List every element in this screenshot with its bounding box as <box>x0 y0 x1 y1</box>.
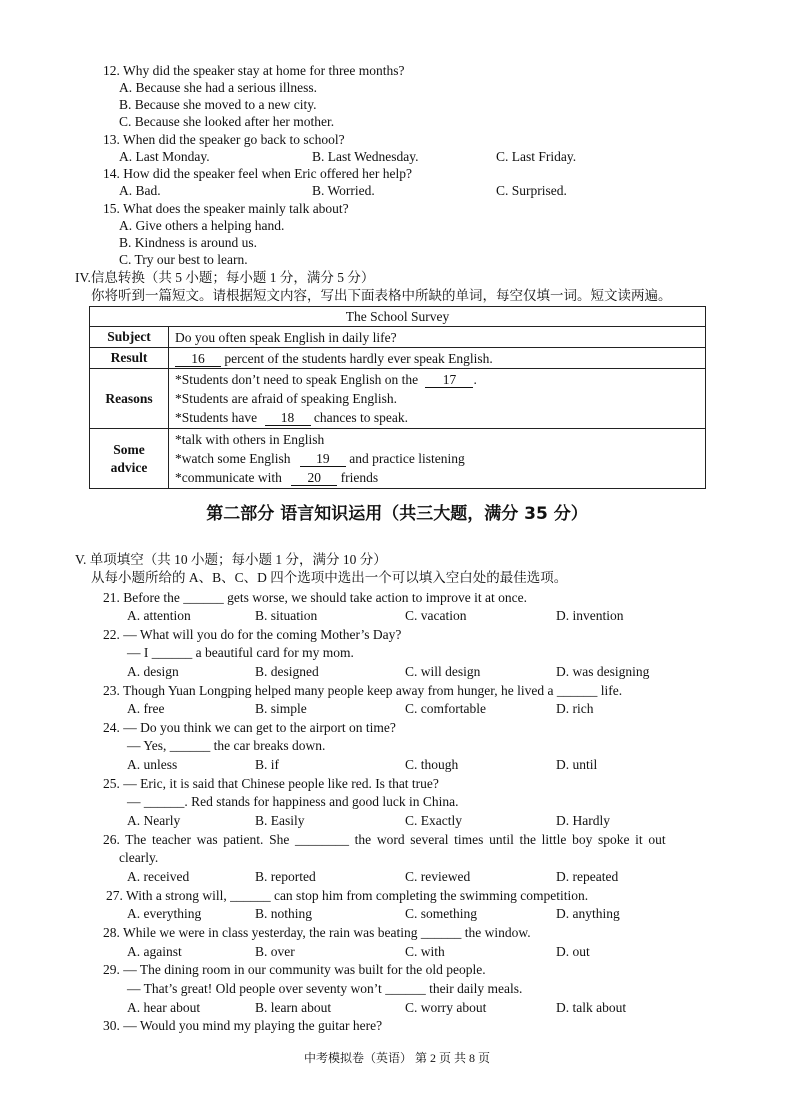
reasons-label: Reasons <box>90 369 169 429</box>
school-survey-table <box>89 306 706 489</box>
question-21-option-a: A. attention <box>127 608 191 623</box>
question-24-option-b: B. if <box>255 757 280 772</box>
advice-2 <box>175 449 699 468</box>
advice-3-end: friends <box>340 470 379 485</box>
question-25-option-b: B. Easily <box>255 813 305 828</box>
question-22-option-c: C. will design <box>405 664 481 679</box>
question-29-line-2: — That’s great! Old people over seventy won’t ______ their daily meals. <box>127 981 523 996</box>
question-27-option-b: B. nothing <box>255 906 313 921</box>
question-22-option-d: D. was designing <box>556 664 650 679</box>
question-26-stem: 26. The teacher was patient. She ________ the word several times until the little boy spoke it out <box>103 832 666 847</box>
question-27-stem: 27. With a strong will, ______ can stop him from completing the swimming competition. <box>106 888 589 903</box>
blank-17[interactable]: 17 <box>425 373 473 388</box>
advice-1: *talk with others in English <box>175 432 325 447</box>
result-text: percent of the students hardly ever speak English. <box>224 350 493 366</box>
question-21-option-b: B. situation <box>255 608 318 623</box>
result-label: Result <box>90 348 169 369</box>
part-2-title: 第二部分 语言知识运用（共三大题，满分 35 分） <box>206 504 588 524</box>
question-13-option-b: B. Last Wednesday. <box>312 149 419 164</box>
blank-20[interactable]: 20 <box>291 471 337 486</box>
question-23-option-c: C. comfortable <box>405 701 486 716</box>
question-12-option-a: A. Because she had a serious illness. <box>119 80 317 95</box>
question-15-option-b: B. Kindness is around us. <box>119 235 257 250</box>
question-15-option-c: C. Try our best to learn. <box>119 252 248 267</box>
question-23-option-d: D. rich <box>556 701 594 716</box>
page-footer: 中考模拟卷（英语） 第 2 页 共 8 页 <box>303 1051 490 1065</box>
question-13-option-a: A. Last Monday. <box>119 149 210 164</box>
question-27-option-d: D. anything <box>556 906 620 921</box>
question-28-option-d: D. out <box>556 944 590 959</box>
question-24-stem: 24. — Do you think we can get to the airport on time? <box>103 720 396 735</box>
question-29-option-a: A. hear about <box>127 1000 201 1015</box>
question-25-option-a: A. Nearly <box>127 813 181 828</box>
blank-19[interactable]: 19 <box>300 452 346 467</box>
reason-1 <box>175 370 699 389</box>
question-26-option-b: B. reported <box>255 869 316 884</box>
question-30-stem: 30. — Would you mind my playing the guitar here? <box>103 1018 383 1033</box>
question-13-stem: 13. When did the speaker go back to school? <box>103 132 345 147</box>
question-29-stem: 29. — The dining room in our community was built for the old people. <box>103 962 486 977</box>
question-24-option-c: C. though <box>405 757 459 772</box>
section-5-title: V. 单项填空（共 10 小题；每小题 1 分，满分 10 分） <box>75 552 387 567</box>
question-24-line-2: — Yes, ______ the car breaks down. <box>127 738 326 753</box>
question-26-option-d: D. repeated <box>556 869 619 884</box>
question-22-option-a: A. design <box>127 664 179 679</box>
subject-text: Do you often speak English in daily life? <box>175 329 397 345</box>
reason-3-text: *Students have <box>175 410 258 425</box>
advice-3-text: *communicate with <box>175 470 282 485</box>
question-21-option-d: D. invention <box>556 608 624 623</box>
blank-16[interactable]: 16 <box>175 352 221 367</box>
advice-label-line-1: Some <box>113 442 145 458</box>
question-14-stem: 14. How did the speaker feel when Eric offered her help? <box>103 166 412 181</box>
question-23-option-b: B. simple <box>255 701 307 716</box>
question-15-stem: 15. What does the speaker mainly talk about? <box>103 201 349 216</box>
reason-3 <box>175 408 699 427</box>
question-27-option-a: A. everything <box>127 906 202 921</box>
question-25-stem: 25. — Eric, it is said that Chinese people like red. Is that true? <box>103 776 439 791</box>
question-29-option-b: B. learn about <box>255 1000 332 1015</box>
section-4-instruction: 你将听到一篇短文。请根据短文内容，写出下面表格中所缺的单词，每空仅填一词。短文读两遍。 <box>91 288 672 303</box>
table-caption: The School Survey <box>90 307 706 327</box>
advice-3 <box>175 468 699 487</box>
section-4-title: IV.信息转换（共 5 小题；每小题 1 分，满分 5 分） <box>75 270 375 285</box>
question-24-option-a: A. unless <box>127 757 178 772</box>
blank-18[interactable]: 18 <box>265 411 311 426</box>
question-29-option-d: D. talk about <box>556 1000 627 1015</box>
advice-label <box>90 429 169 489</box>
question-29-option-c: C. worry about <box>405 1000 487 1015</box>
reason-2: *Students are afraid of speaking English. <box>175 391 397 406</box>
subject-label: Subject <box>90 327 169 348</box>
question-13-option-c: C. Last Friday. <box>496 149 577 164</box>
result-line <box>175 349 699 368</box>
question-22-option-b: B. designed <box>255 664 319 679</box>
question-26-line-2: clearly. <box>119 850 159 865</box>
question-14-option-c: C. Surprised. <box>496 183 567 198</box>
question-26-option-a: A. received <box>127 869 190 884</box>
question-28-stem: 28. While we were in class yesterday, the rain was beating ______ the window. <box>103 925 531 940</box>
question-12-stem: 12. Why did the speaker stay at home for three months? <box>103 63 405 78</box>
question-23-option-a: A. free <box>127 701 165 716</box>
advice-2-end: and practice listening <box>349 451 465 466</box>
question-25-line-2: — ______. Red stands for happiness and good luck in China. <box>127 794 459 809</box>
section-5-instruction: 从每小题所给的 A、B、C、D 四个选项中选出一个可以填入空白处的最佳选项。 <box>91 570 568 585</box>
question-15-option-a: A. Give others a helping hand. <box>119 218 285 233</box>
question-14-option-a: A. Bad. <box>119 183 161 198</box>
question-22-line-2: — I ______ a beautiful card for my mom. <box>127 645 354 660</box>
question-21-stem: 21. Before the ______ gets worse, we should take action to improve it at once. <box>103 590 528 605</box>
advice-label-line-2: advice <box>110 459 148 475</box>
question-12-option-c: C. Because she looked after her mother. <box>119 114 335 129</box>
question-26-option-c: C. reviewed <box>405 869 471 884</box>
question-21-option-c: C. vacation <box>405 608 467 623</box>
question-25-option-c: C. Exactly <box>405 813 462 828</box>
question-28-option-c: C. with <box>405 944 445 959</box>
question-28-option-a: A. against <box>127 944 182 959</box>
question-25-option-d: D. Hardly <box>556 813 610 828</box>
question-23-stem: 23. Though Yuan Longping helped many people keep away from hunger, he lived a ______ life. <box>103 683 623 698</box>
question-28-option-b: B. over <box>255 944 295 959</box>
reason-1-text: *Students don’t need to speak English on the <box>175 372 419 387</box>
question-14-option-b: B. Worried. <box>312 183 375 198</box>
reason-3-end: chances to speak. <box>313 410 408 425</box>
question-24-option-d: D. until <box>556 757 598 772</box>
advice-2-text: *watch some English <box>175 451 291 466</box>
question-27-option-c: C. something <box>405 906 478 921</box>
question-22-stem: 22. — What will you do for the coming Mother’s Day? <box>103 627 402 642</box>
reason-1-end: . <box>473 372 477 387</box>
question-12-option-b: B. Because she moved to a new city. <box>119 97 317 112</box>
